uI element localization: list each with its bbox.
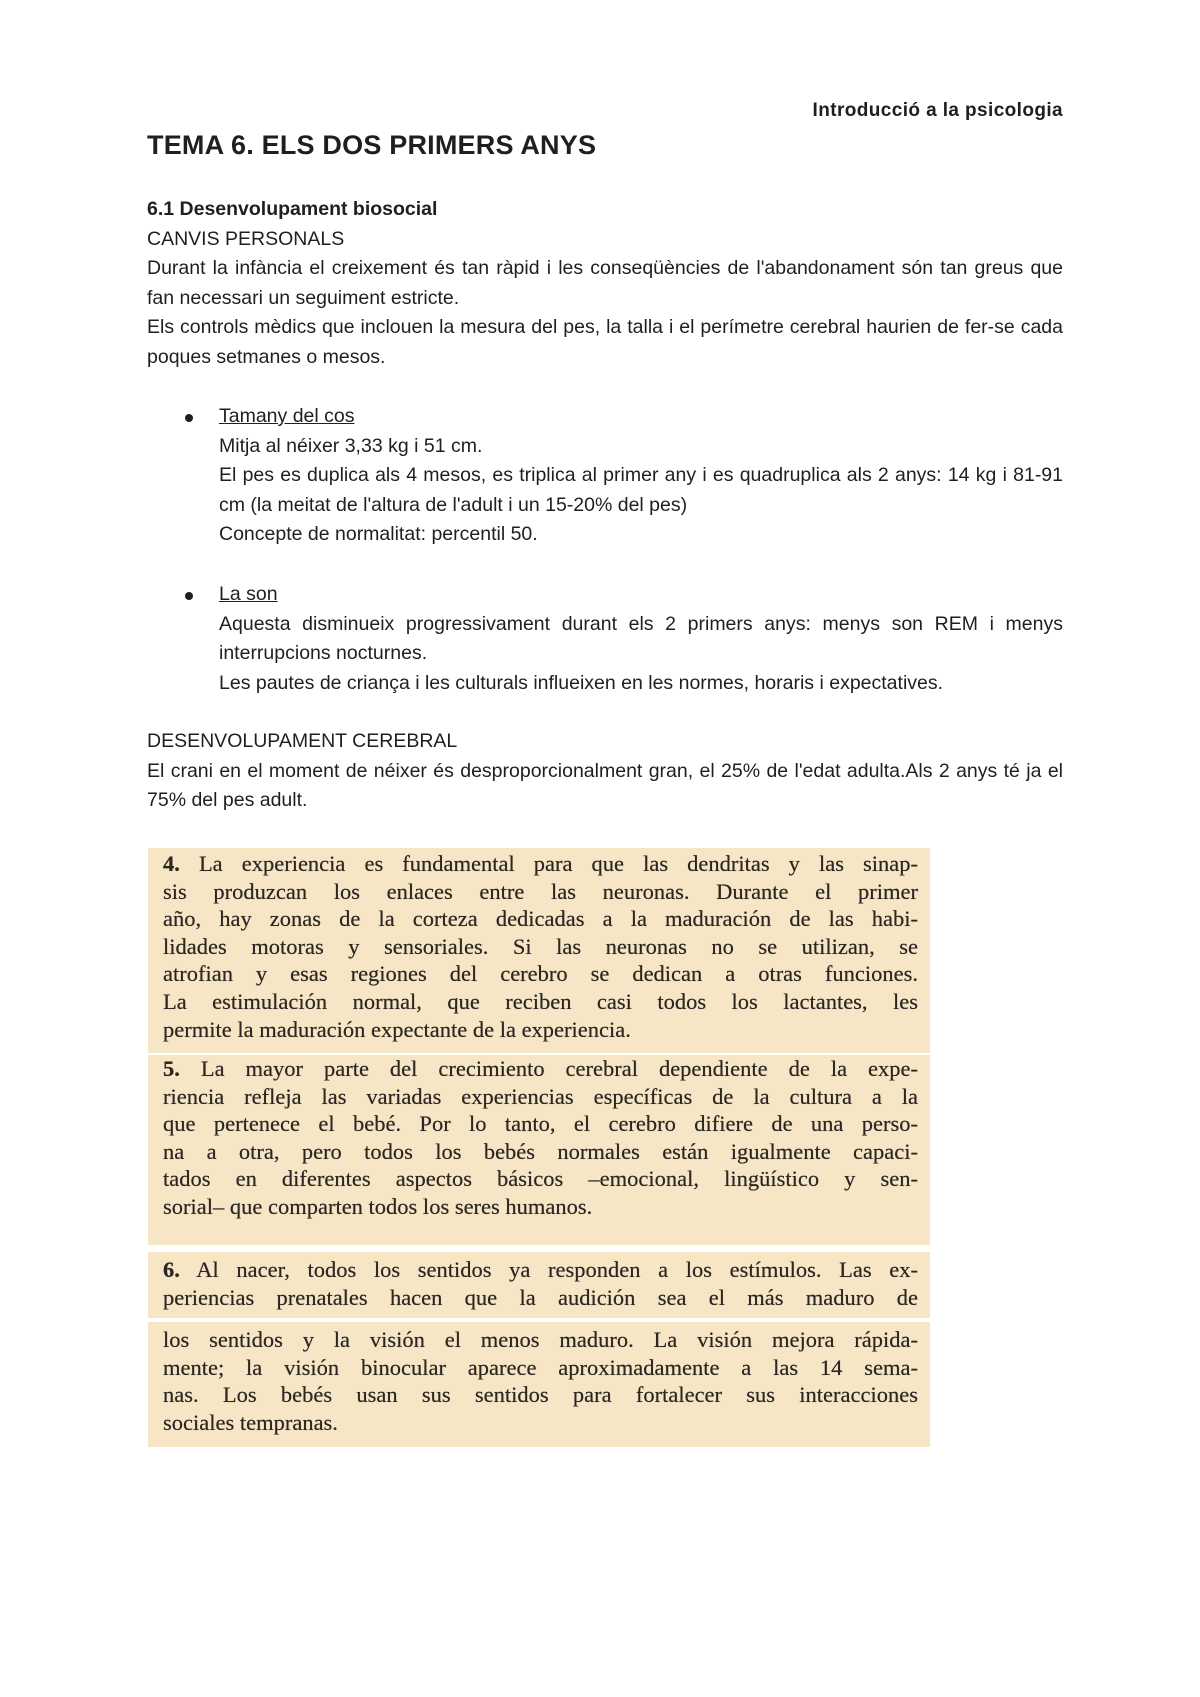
excerpt-line: Al nacer, todos los sentidos ya responden a los estímulos. Las ex- <box>196 1257 918 1282</box>
scanned-excerpt-6 <box>148 1252 930 1318</box>
bullet-list-sleep <box>147 580 1063 698</box>
course-header: Introducció a la psicologia <box>812 100 1063 121</box>
bullet-item-sleep <box>147 580 1063 698</box>
cerebral-paragraph: El crani en el moment de néixer és desproporcionalment gran, el 25% de l'edat adulta.Als 2 anys té ja el 75% del pes adult. <box>147 759 1063 811</box>
scanned-excerpt-4 <box>148 848 930 1053</box>
section-heading: 6.1 Desenvolupament biosocial <box>147 198 438 220</box>
bullet-line: Concepte de normalitat: percentil 50. <box>219 523 538 545</box>
excerpt-number: 4. <box>163 851 180 876</box>
scanned-excerpt-5 <box>148 1055 930 1245</box>
excerpt-line: permite la maduración expectante de la experiencia. <box>163 1016 631 1042</box>
bullet-line: Les pautes de criança i les culturals influeixen en les normes, horaris i expectatives. <box>219 671 944 694</box>
excerpt-line: nas. Los bebés usan sus sentidos para fortalecer sus interacciones <box>163 1382 918 1408</box>
paragraph-controls: Els controls mèdics que inclouen la mesura del pes, la talla i el perímetre cerebral haurien de fer-se cada poques setmanes o mesos. <box>147 316 1063 368</box>
excerpt-line: año, hay zonas de la corteza dedicadas a la maduración de las habi- <box>163 906 918 932</box>
bullet-line: El pes es duplica als 4 mesos, es triplica al primer any i es quadruplica als 2 anys: 14 kg i 81-91 cm (la meitat de l'altura de l'adult i un 15-20% del pes) <box>219 464 1063 516</box>
bullet-list-body-size <box>147 402 1063 550</box>
excerpt-line: atrofian y esas regiones del cerebro se dedican a otras funciones. <box>163 961 918 987</box>
excerpt-line: sis produzcan los enlaces entre las neuronas. Durante el primer <box>163 878 918 904</box>
section-subheading: CANVIS PERSONALS <box>147 227 345 250</box>
excerpt-line: sociales tempranas. <box>163 1409 338 1435</box>
excerpt-line: na a otra, pero todos los bebés normales están igualmente capaci- <box>163 1138 918 1164</box>
excerpt-line: La estimulación normal, que reciben casi todos los lactantes, les <box>163 988 918 1014</box>
excerpt-line: periencias prenatales hacen que la audición sea el más maduro de <box>163 1284 918 1310</box>
bullet-icon <box>185 592 193 600</box>
bullet-title: La son <box>219 583 278 605</box>
section-intro <box>147 195 1063 372</box>
cerebral-section <box>147 727 1063 816</box>
excerpt-line: La mayor parte del crecimiento cerebral dependiente de la expe- <box>200 1056 918 1081</box>
bullet-line: Aquesta disminueix progressivament durant els 2 primers anys: menys son REM i menys interrupcions nocturnes. <box>219 612 1063 664</box>
bullet-line: Mitja al néixer 3,33 kg i 51 cm. <box>219 434 483 457</box>
paragraph-growth: Durant la infància el creixement és tan ràpid i les conseqüències de l'abandonament són tan greus que fan necessari un seguiment estricte. <box>147 257 1063 309</box>
excerpt-line: tados en diferentes aspectos básicos –emocional, lingüístico y sen- <box>163 1166 918 1192</box>
excerpt-number: 5. <box>163 1056 180 1081</box>
excerpt-line: La experiencia es fundamental para que las dendritas y las sinap- <box>198 851 918 876</box>
excerpt-line: mente; la visión binocular aparece aproximadamente a las 14 sema- <box>163 1354 918 1380</box>
excerpt-line: lidades motoras y sensoriales. Si las neuronas no se utilizan, se <box>163 933 918 959</box>
cerebral-heading: DESENVOLUPAMENT CEREBRAL <box>147 730 458 752</box>
excerpt-number: 6. <box>163 1257 180 1282</box>
excerpt-line: que pertenece el bebé. Por lo tanto, el cerebro difiere de una perso- <box>163 1111 918 1137</box>
page-title: TEMA 6. ELS DOS PRIMERS ANYS <box>147 130 597 160</box>
bullet-title: Tamany del cos <box>219 405 355 427</box>
scanned-excerpt-6-continued <box>148 1322 930 1447</box>
excerpt-line: sorial– que comparten todos los seres humanos. <box>163 1193 593 1219</box>
excerpt-line: riencia refleja las variadas experiencias específicas de la cultura a la <box>163 1083 918 1109</box>
bullet-item-body-size <box>147 402 1063 550</box>
bullet-icon <box>185 414 193 422</box>
excerpt-line: los sentidos y la visión el menos maduro. La visión mejora rápida- <box>163 1327 918 1352</box>
